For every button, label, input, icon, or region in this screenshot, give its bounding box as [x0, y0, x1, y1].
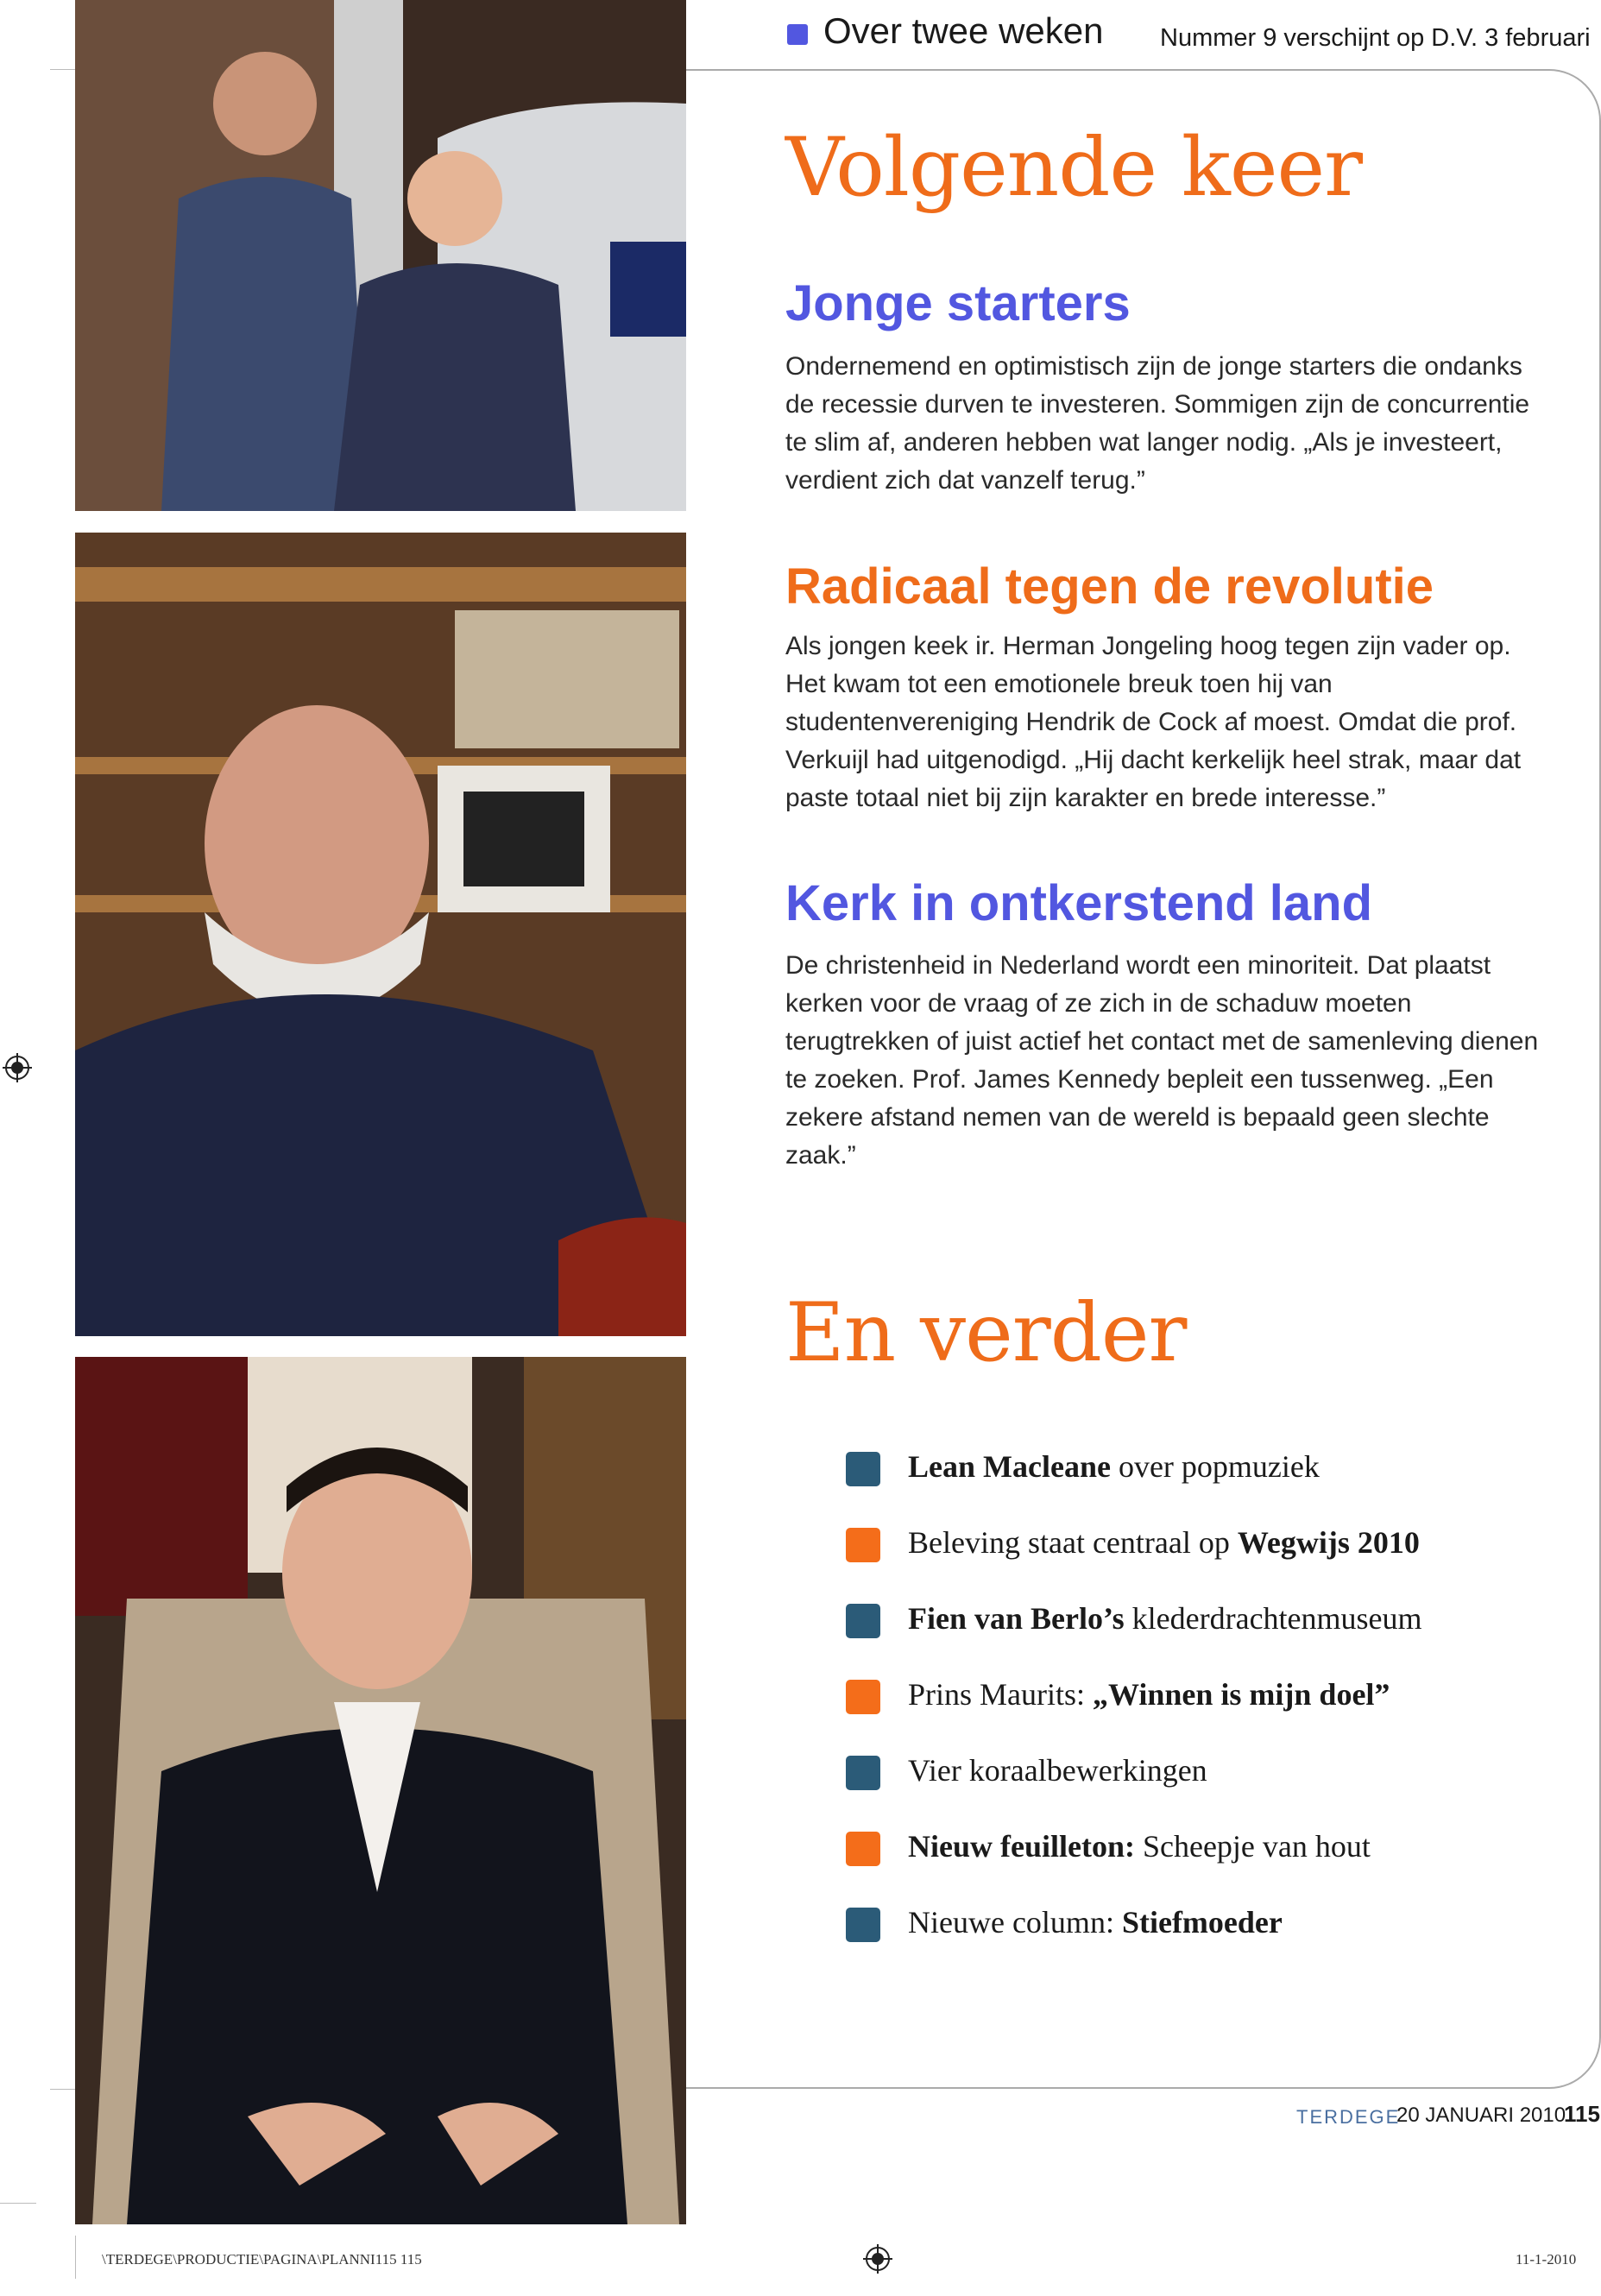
bullet-square-icon: [846, 1528, 880, 1562]
bullet-square-icon: [846, 1908, 880, 1942]
list-item-text: Nieuw feuilleton: Scheepje van hout: [908, 1829, 1371, 1864]
bullet-square-icon: [846, 1756, 880, 1790]
footer-brand: TERDEGE: [1296, 2106, 1401, 2128]
section-body-jonge-starters: Ondernemend en optimistisch zijn de jonge starters die ondanks de recessie durven te investeren. Sommigen zijn de concurrentie te slim af, anderen hebben wat langer nodig. „Als je investeert, verdient zich dat vanzelf terug.”: [785, 352, 1530, 495]
verder-title: En verder: [785, 1286, 1187, 1380]
list-item: [846, 1524, 1554, 1600]
photo-herman-jongeling: [75, 533, 686, 1336]
list-item-text: Lean Macleane over popmuziek: [908, 1449, 1320, 1484]
trim-line-bottom-left: [50, 2089, 75, 2090]
footer-date: 20 JANUARI 2010: [1396, 2104, 1566, 2127]
list-item-text: Beleving staat centraal op Wegwijs 2010: [908, 1525, 1420, 1560]
print-date: 11-1-2010: [1516, 2251, 1577, 2268]
trim-line-lower-left: [0, 2203, 36, 2204]
registration-mark-icon: [863, 2244, 892, 2274]
bullet-square-icon: [846, 1832, 880, 1866]
bullet-square-icon: [846, 1680, 880, 1714]
registration-mark-icon: [3, 1053, 32, 1082]
list-item: [846, 1600, 1554, 1676]
list-item: [846, 1448, 1554, 1524]
header-square-icon: [787, 24, 808, 45]
section-title-radicaal: Radicaal tegen de revolutie: [785, 558, 1434, 615]
list-item: [846, 1752, 1554, 1828]
section-title-jonge-starters: Jonge starters: [785, 275, 1131, 331]
section-body-kerk: De christenheid in Nederland wordt een minoriteit. Dat plaatst kerken voor de vraag of ze zich in de schaduw moeten terugtrekken of juist actief het contact met de samenleving dienen te zoeken. Prof. James Kennedy bepleit een tussenweg. „Een zekere afstand nemen van de wereld is bepaald geen slechte zaak.”: [785, 951, 1539, 1170]
photo-james-kennedy: [75, 1357, 686, 2224]
list-item-text: Nieuwe column: Stiefmoeder: [908, 1905, 1283, 1940]
page-number: 115: [1564, 2101, 1600, 2127]
print-slug: \TERDEGE\PRODUCTIE\PAGINA\PLANNI115 115: [102, 2251, 422, 2268]
list-item: [846, 1904, 1554, 1980]
trim-line-top-left: [50, 69, 75, 70]
bullet-square-icon: [846, 1452, 880, 1486]
verder-list: [846, 1448, 1554, 1980]
list-item-text: Vier koraalbewerkingen: [908, 1753, 1207, 1788]
section-label: Over twee weken: [823, 10, 1104, 51]
page-title: Volgende keer: [785, 121, 1363, 215]
trim-line-slug: [75, 2236, 76, 2279]
list-item: [846, 1828, 1554, 1904]
list-item-text: Prins Maurits: „Winnen is mijn doel”: [908, 1677, 1390, 1712]
list-item: [846, 1676, 1554, 1752]
list-item-text: Fien van Berlo’s klederdrachtenmuseum: [908, 1601, 1422, 1636]
photo-young-starters: [75, 0, 686, 511]
section-title-kerk: Kerk in ontkerstend land: [785, 875, 1373, 931]
section-body-radicaal: Als jongen keek ir. Herman Jongeling hoog tegen zijn vader op. Het kwam tot een emotionele breuk toen hij van studentenvereniging Hendrik de Cock af moest. Omdat die prof. Verkuijl had uitgenodigd. „Hij dacht kerkelijk heel strak, maar dat paste totaal niet bij zijn karakter en brede interesse.”: [785, 632, 1522, 812]
bullet-square-icon: [846, 1604, 880, 1638]
issue-note: Nummer 9 verschijnt op D.V. 3 februari: [1160, 24, 1591, 52]
